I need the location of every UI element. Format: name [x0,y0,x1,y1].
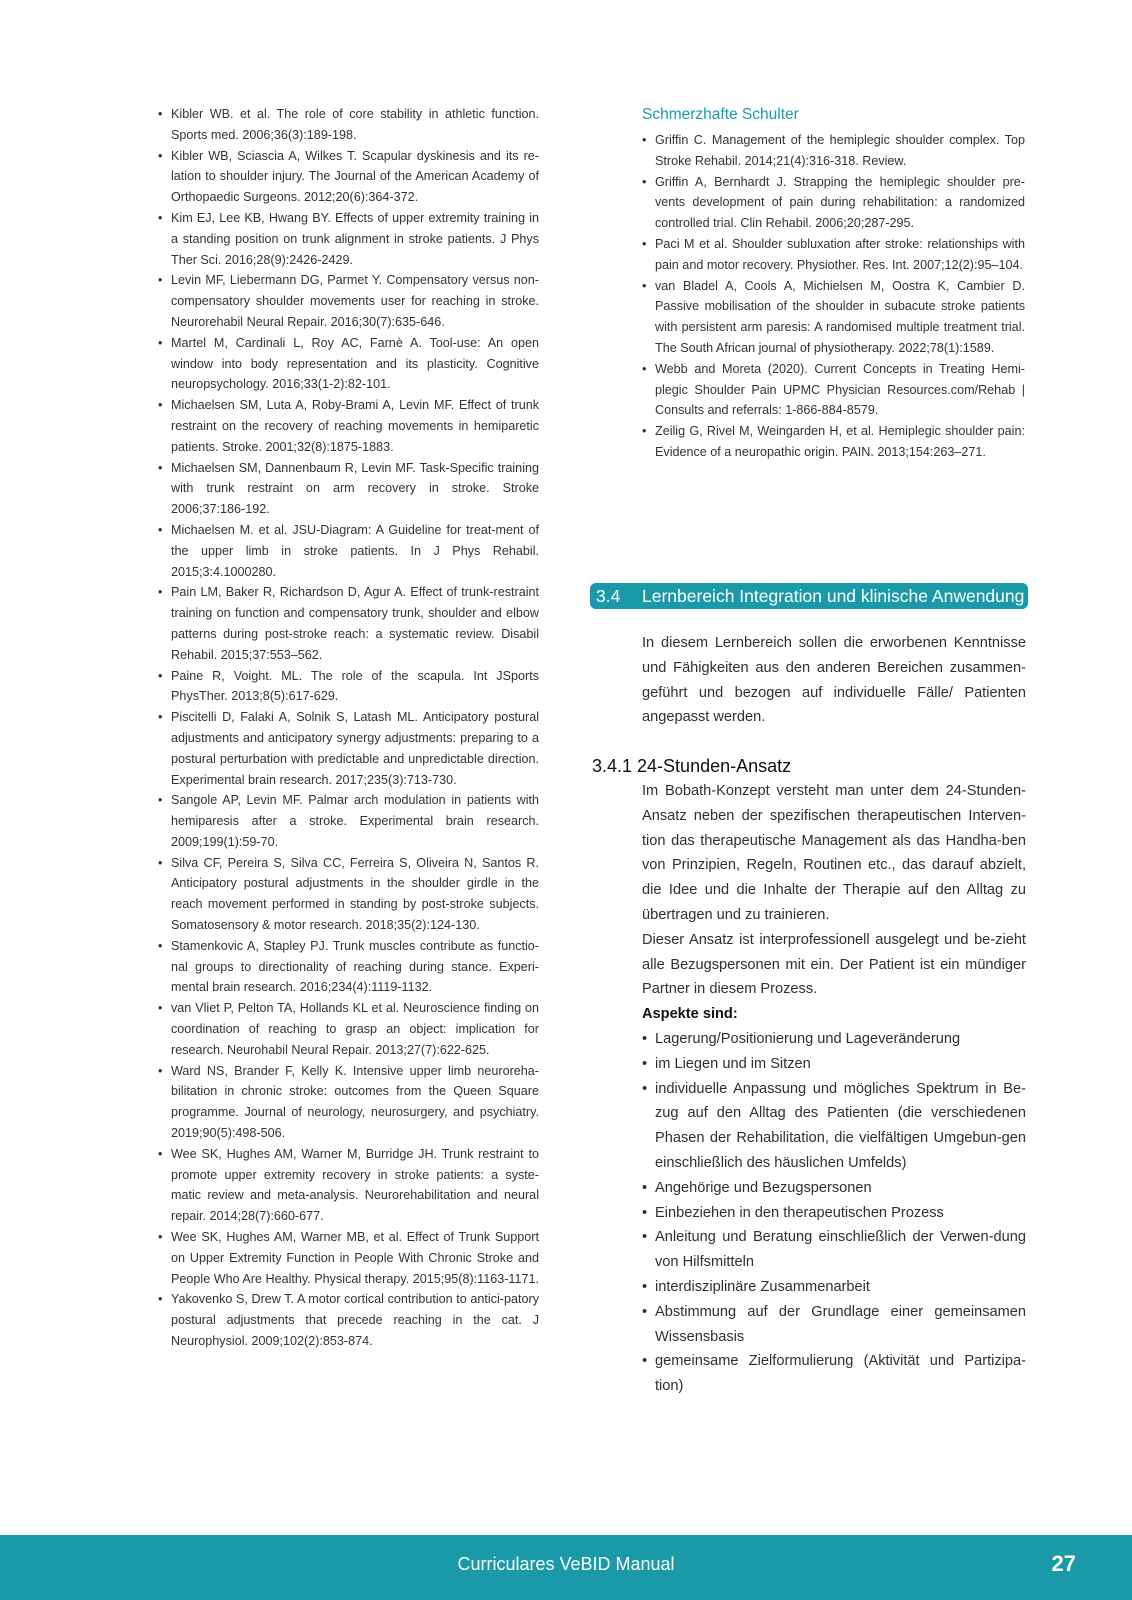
reference-item: • Griffin A, Bernhardt J. Strapping the hemiplegic shoulder pre-vents development of pain during rehabilitation: a randomized controlled trial. Clin Rehabil. 2006;20;287-295. [642,172,1025,234]
reference-item: • Sangole AP, Levin MF. Palmar arch modulation in patients with hemiparesis after a stroke. Experimental brain research. 2009;199(1):59-70. [158,790,539,852]
intro-paragraph: In diesem Lernbereich sollen die erworbenen Kenntnisse und Fähigkeiten aus den anderen Bereichen zusammen-geführt und bezogen auf individuelle Fälle/ Patienten angepasst werden. [642,635,1026,726]
subsection-body [642,779,1026,1399]
reference-item: • van Vliet P, Pelton TA, Hollands KL et al. Neuroscience finding on coordination of reaching to grasp an object: implication for research. Neurohabil Neural Repair. 2013;27(7):622-625. [158,998,539,1060]
reference-item: • Michaelsen SM, Dannenbaum R, Levin MF. Task-Specific training with trunk restraint on arm recovery in stroke. Stroke 2006;37:186-192. [158,458,539,520]
left-reference-column [158,104,539,1352]
aspects-label: Aspekte sind: [642,1006,738,1023]
aspect-item: • Einbeziehen in den therapeutischen Prozess [642,1201,1026,1226]
reference-item: • Yakovenko S, Drew T. A motor cortical contribution to antici-patory postural adjustments that precede reaching in the cat. J Neurophysiol. 2009;102(2):853-874. [158,1289,539,1351]
reference-item: • Michaelsen SM, Luta A, Roby-Brami A, Levin MF. Effect of trunk restraint on the recovery of reaching movements in hemiparetic patients. Stroke. 2001;32(8):1875-1883. [158,395,539,457]
page-number: 27 [1051,1551,1076,1576]
aspect-item: • interdisziplinäre Zusammenarbeit [642,1275,1026,1300]
subsection-heading: 3.4.1 24-Stunden-Ansatz [592,756,792,776]
reference-item: • Griffin C. Management of the hemiplegic shoulder complex. Top Stroke Rehabil. 2014;21(4):316-318. Review. [642,130,1025,172]
reference-item: • Piscitelli D, Falaki A, Solnik S, Latash ML. Anticipatory postural adjustments and anticipatory synergy adjustments: preparing to a postural perturbation with predictable and unpredictable direction. Experimental brain research. 2017;235(3):713-730. [158,707,539,790]
reference-item: • van Bladel A, Cools A, Michielsen M, Oostra K, Cambier D. Passive mobilisation of the shoulder in subacute stroke patients with persistent arm paresis: A randomised multiple treatment trial. The South African journal of physiotherapy. 2022;78(1):1589. [642,276,1025,359]
reference-item: • Paci M et al. Shoulder subluxation after stroke: relationships with pain and motor recovery. Physiother. Res. Int. 2007;12(2):95–104. [642,234,1025,276]
body-paragraph: Im Bobath-Konzept versteht man unter dem 24-Stunden-Ansatz neben der spezifischen therapeutischen Interven-tion das therapeutische Management als das Handha-ben von Prinzipien, Regeln, Routinen etc., das darauf abzielt, die Idee und die Inhalte der Therapie auf den Alltag zu übertragen und zu trainieren. [642,783,1026,923]
footer-title: Curriculares VeBID Manual [457,1554,675,1574]
section-intro [642,631,1026,730]
aspects-list [642,1027,1026,1399]
section-number: 3.4 [596,586,621,606]
aspect-item: • individuelle Anpassung und mögliches Spektrum in Be-zug auf den Alltag des Patienten (die verschiedenen Phasen der Rehabilitation, die vielfältigen Umgebun-gen einschließlich des häuslichen Umfelds) [642,1077,1026,1176]
aspect-item: • im Liegen und im Sitzen [642,1052,1026,1077]
reference-item: • Ward NS, Brander F, Kelly K. Intensive upper limb neuroreha-bilitation in chronic stroke: outcomes from the Queen Square programme. Journal of neurology, neurosurgery, and psychiatry. 2019;90(5):498-506. [158,1061,539,1144]
aspect-item: • gemeinsame Zielformulierung (Aktivität und Partizipa-tion) [642,1349,1026,1399]
aspect-item: • Abstimmung auf der Grundlage einer gemeinsamen Wissensbasis [642,1300,1026,1350]
body-paragraph: Dieser Ansatz ist interprofessionell ausgelegt und be-zieht alle Bezugspersonen mit ein. Der Patient ist ein mündiger Partner in diesem Prozess. [642,931,1026,998]
reference-item: • Wee SK, Hughes AM, Warner M, Burridge JH. Trunk restraint to promote upper extremity recovery in stroke patients: a syste-matic review and meta-analysis. Neurorehabilitation and neural repair. 2014;28(7):660-677. [158,1144,539,1227]
reference-item: • Paine R, Voight. ML. The role of the scapula. Int JSports PhysTher. 2013;8(5):617-629. [158,666,539,708]
page-footer [0,1535,1132,1600]
reference-item: • Stamenkovic A, Stapley PJ. Trunk muscles contribute as functio-nal groups to directionality of reaching during stance. Experi-mental brain research. 2016;234(4):1119-1132. [158,936,539,998]
reference-item: • Kim EJ, Lee KB, Hwang BY. Effects of upper extremity training in a standing position on trunk alignment in stroke patients. J Phys Ther Sci. 2016;28(9):2426-2429. [158,208,539,270]
reference-item: • Michaelsen M. et al. JSU-Diagram: A Guideline for treat-ment of the upper limb in stroke patients. In J Phys Rehabil. 2015;3:4.1000280. [158,520,539,582]
reference-item: • Kibler WB. et al. The role of core stability in athletic function. Sports med. 2006;36(3):189-198. [158,104,539,146]
right-reference-column [590,104,1026,463]
reference-item: • Martel M, Cardinali L, Roy AC, Farnè A. Tool-use: An open window into body representation and its plasticity. Cognitive neuropsychology. 2016;33(1-2):82-101. [158,333,539,395]
aspect-item: • Anleitung und Beratung einschließlich der Verwen-dung von Hilfsmitteln [642,1225,1026,1275]
left-reference-list [158,104,539,1352]
aspect-item: • Lagerung/Positionierung und Lageveränderung [642,1027,1026,1052]
reference-item: • Kibler WB, Sciascia A, Wilkes T. Scapular dyskinesis and its re-lation to shoulder injury. The Journal of the American Academy of Orthopaedic Surgeons. 2012;20(6):364-372. [158,146,539,208]
reference-item: • Levin MF, Liebermann DG, Parmet Y. Compensatory versus non-compensatory shoulder movements user for reaching in stroke. Neurorehabil Neural Repair. 2016;30(7):635-646. [158,270,539,332]
reference-item: • Silva CF, Pereira S, Silva CC, Ferreira S, Oliveira N, Santos R. Anticipatory postural adjustments in the shoulder girdle in the reach movement performed in standing by post-stroke subjects. Somatosensory & motor research. 2018;35(2):124-130. [158,853,539,936]
section-title: Lernbereich Integration und klinische Anwendung [642,586,1025,606]
reference-item: • Pain LM, Baker R, Richardson D, Agur A. Effect of trunk-restraint training on function and compensatory trunk, shoulder and elbow patterns during post-stroke reach: a systematic review. Disabil Rehabil. 2015;37:553–562. [158,582,539,665]
right-reference-list [642,130,1025,463]
reference-item: • Webb and Moreta (2020). Current Concepts in Treating Hemi-plegic Shoulder Pain UPMC Physician Resources.com/Rehab | Consults and referrals: 1-866-884-8579. [642,359,1025,421]
reference-item: • Zeilig G, Rivel M, Weingarden H, et al. Hemiplegic shoulder pain: Evidence of a neuropathic origin. PAIN. 2013;154:263–271. [642,421,1025,463]
reference-item: • Wee SK, Hughes AM, Warner MB, et al. Effect of Trunk Support on Upper Extremity Function in People With Chronic Stroke and People Who Are Healthy. Physical therapy. 2015;95(8):1163-1171. [158,1227,539,1289]
aspect-item: • Angehörige und Bezugspersonen [642,1176,1026,1201]
section-heading-bar [590,583,1028,609]
subsection-heading-schmerzhafte-schulter: Schmerzhafte Schulter [642,106,799,123]
